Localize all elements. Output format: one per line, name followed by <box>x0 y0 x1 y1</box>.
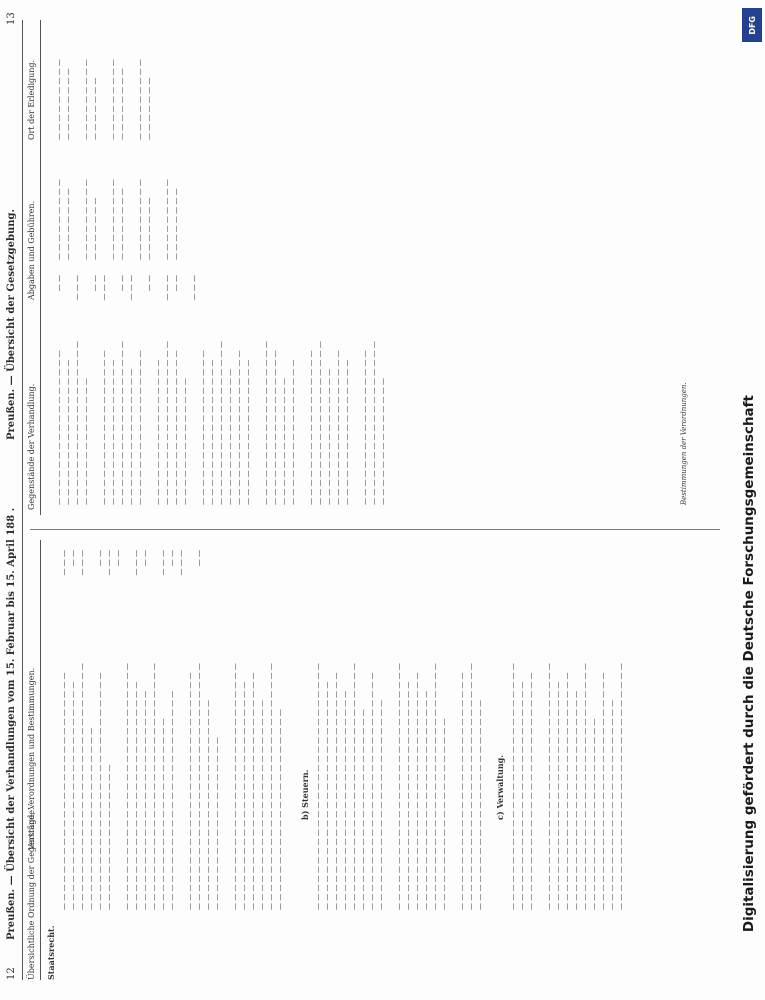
right-body-column-b: — — — — — — — — — — — — — — — — — — — — — — — — — — — — — — — — — — — — — — — — — — — — — — — — — — — — — — — — — — — — — — — — — — — — — — — — — — — — — — — — — — — <box>55 179 180 260</box>
left-subheader-rule <box>40 540 41 980</box>
footnote: Bestimmungen der Verordnungen. <box>680 382 688 505</box>
right-page-title: Preußen. — Übersicht der Gesetzgebung. <box>6 209 17 440</box>
right-body-column-a: — — — — — — — — — — — — — — — — — — — — — — — — — — — — — — — — — — — — — — — — — — — — — — — — — — — — — — — — — — — — — — — — — — — — — — — — — — — — — — — — — — — — — — — — — — — — — — — — — — — — — — — — — — — — — — — — — — — — — — — — — — — — — — — — — — — — — — — — — — — — — — — — — — — — — — — — — — — — — — — — — — — — — — — — — — — — — — — — — — — — — — — — — — — — — — — — — — — — — — — — — — — — — — — — — — — — — — — — — — — — — — — — — — — — — — — — — — — — — — — — — — — — — — — — — — — — — — — — — — — — — — — — — — — — — — — — — — — — — — — — — — — — — — — — — — — — — — — — — — — — — — — — — — — — — — — — — — — — — — — — — — — — — — — — — — — — — — — — — — — — — — — — — — — — — — — — — — — — — — — — — — — — — — — — — — — — — — — — — — — — — — — — — — — — — — — — — — — — — — — — — — — — — — — — — — — — — — — — — — — — — — — — — — — — — — — — — — — — — — — — — — — — — — — — — — — — — — — — — — — — — — — — — — — — — — — — — — — — — — — — — — — — — — — — — — — — — — — — — — — — — — — — — — — — — <box>55 341 387 505</box>
left-col-header-a: Übersichtliche Ordnung der Gegenstände. <box>27 807 36 980</box>
header-rule <box>22 20 23 980</box>
left-amounts-column: — — — — — — — — — — — — — — — — — — — — — — — — — — — — — — <box>60 550 203 576</box>
left-body-column-c: — — — — — — — — — — — — — — — — — — — — — — — — — — — — — — — — — — — — — — — — — — — — — — — — — — — — — — — — — — — — — — — — — — — — — — — — — — — — — — — — — — — — — — — — — — — — — — — — — — — — — — — — — — — — — — — — — — — — — — — — — — — — — — — — — — — — — — — — — — — — — — — — — — — — — — — — — — — — — — — — — — — — — — — — — — — — — — — — — — — — — — — — — — — — — — — — — — — — — — — — — — — — — — — — — — — — — — — — — — — — — — — — — — — — — — — — — — — — — — — — — — — — — — — — — — — — — — — — — — — — — — — — — — — — — — — — — — — — — — — — — — — — — — — — — — — — — — — — — — — — — — — — <box>509 663 625 910</box>
section-title-verwaltung: c) Verwaltung. <box>495 754 505 820</box>
section-title-steuern: b) Steuern. <box>300 769 310 820</box>
right-col-header-a: Gegenstände der Verhandlung. <box>27 383 36 510</box>
dfg-logo: DFG <box>742 8 762 42</box>
right-subheader-rule <box>40 20 41 515</box>
right-body-column-c: — — — — — — — — — — — — — — — — — — — — — — — — — — — — — — — — — — — — — — — — — — — — — — — — — — — — — — — — — — — — — — — — — — <box>55 59 153 140</box>
section-title-staat: Staatsrecht. <box>46 925 56 980</box>
left-page-number: 12 <box>6 967 17 980</box>
left-body-column-b: — — — — — — — — — — — — — — — — — — — — — — — — — — — — — — — — — — — — — — — — — — — — — — — — — — — — — — — — — — — — — — — — — — — — — — — — — — — — — — — — — — — — — — — — — — — — — — — — — — — — — — — — — — — — — — — — — — — — — — — — — — — — — — — — — — — — — — — — — — — — — — — — — — — — — — — — — — — — — — — — — — — — — — — — — — — — — — — — — — — — — — — — — — — — — — — — — — — — — — — — — — — — — — — — — — — — — — — — — — — — — — — — — — — — — — — — — — — — — — — — — — — — — — — — — — — — — — — — — — — — — — — — — — — — — — — — — — — — — — — — — — — — — — — — — — — — — — — — — — — — — — — — — — — — — — — — — — — — — — — — — — — — — — — — — — — — — — — — — — — — — — — — — — — — — — — — — — — — — — — — — — — — — — — — — — — — — — — — — — — — — — — — — — — — — — — — — — — — — — — — — — — — — — — — — — — — — — — — — — — — — — — — — — <box>314 663 484 910</box>
right-amounts-column: — — — — — — — — — — — — — — — — — — — — — — — — — <box>55 275 198 301</box>
right-col-header-b: Abgaben und Gebühren. <box>27 200 36 300</box>
page-gutter-rule <box>30 529 720 530</box>
left-body-column-a: — — — — — — — — — — — — — — — — — — — — — — — — — — — — — — — — — — — — — — — — — — — — — — — — — — — — — — — — — — — — — — — — — — — — — — — — — — — — — — — — — — — — — — — — — — — — — — — — — — — — — — — — — — — — — — — — — — — — — — — — — — — — — — — — — — — — — — — — — — — — — — — — — — — — — — — — — — — — — — — — — — — — — — — — — — — — — — — — — — — — — — — — — — — — — — — — — — — — — — — — — — — — — — — — — — — — — — — — — — — — — — — — — — — — — — — — — — — — — — — — — — — — — — — — — — — — — — — — — — — — — — — — — — — — — — — — — — — — — — — — — — — — — — — — — — — — — — — — — — — — — — — — — — — — — — — — — — — — — — — — — — — — — — — — — — — — — — — — — — — — — — — — — — — — — — — — — — — — — — — — — — — — — — — — — — — — — — — — — — — — — — — — — — — — — — — — — — — — — — — — — — — — — — — — — — — — — — — — — — — — — — — — — — — — — — — — — — — — — — — — — — — — — — — — — — — — — — — — — — — — — — — — — — — — — — — — — — — — — — — — — — — — — — — — — — — — — — — — — — — — — — — — — — — — — — — — — — — — — — — — — — — — — — — — — — — — — <box>60 663 284 910</box>
left-col-header-b: Verträge, Verordnungen und Bestimmungen. <box>27 667 36 850</box>
dfg-watermark-strip <box>739 0 765 1000</box>
left-page-title: Preußen. — Übersicht der Verhandlungen vom 15. Februar bis 15. April 188 . <box>6 507 17 940</box>
right-col-header-c: Ort der Erledigung. <box>27 59 36 140</box>
dfg-watermark-text: Digitalisierung gefördert durch die Deutsche Forschungsgemeinschaft <box>741 395 757 933</box>
right-page-number: 13 <box>6 12 17 25</box>
